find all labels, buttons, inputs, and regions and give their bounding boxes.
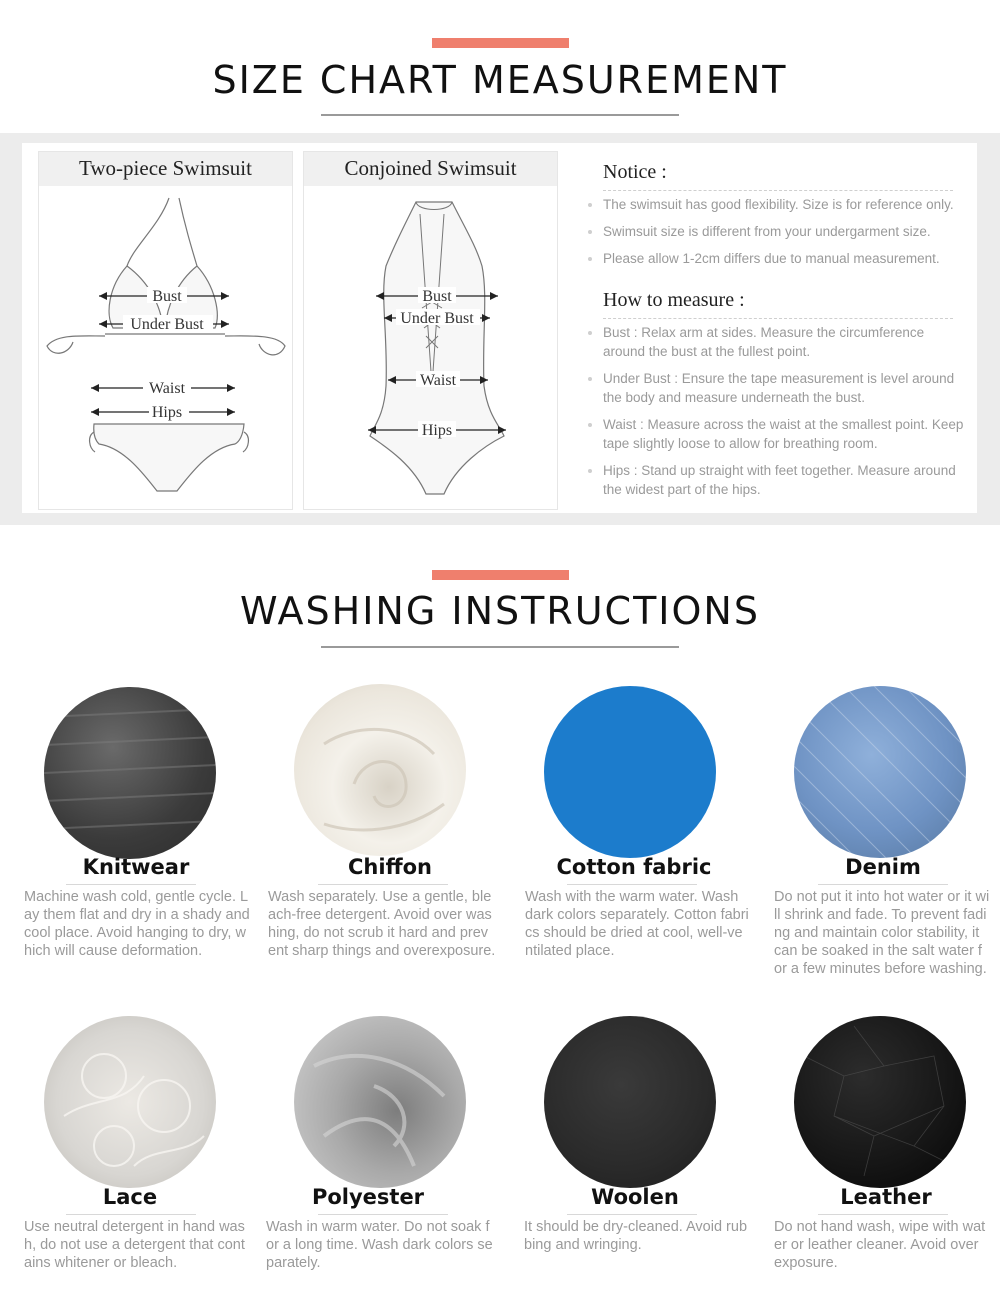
how-to-measure-title: How to measure : — [603, 289, 745, 311]
divider — [603, 190, 953, 191]
fabric-name-woolen: Woolen — [591, 1185, 679, 1209]
lace-pattern — [44, 1016, 216, 1188]
divider — [66, 1214, 196, 1215]
two-piece-illustration — [39, 186, 292, 506]
conjoined-diagram — [303, 151, 558, 510]
divider — [567, 1214, 697, 1215]
fabric-name-polyester: Polyester — [311, 1185, 425, 1209]
fabric-desc-cotton: Wash with the warm water. Wash dark colors separately. Cotton fabrics should be dried at cool, well-ventilated place. — [525, 889, 749, 959]
divider — [318, 884, 448, 885]
fabric-desc-polyester: Wash in warm water. Do not soak for a long time. Wash dark colors separately. — [266, 1219, 493, 1271]
woolen-swatch — [544, 1016, 716, 1188]
measure-item: Bust : Relax arm at sides. Measure the circumference around the bust at the fullest point. — [588, 323, 966, 361]
measure-item: Under Bust : Ensure the tape measurement is level around the body and measure underneath the bust. — [588, 369, 966, 407]
notice-item: Please allow 1-2cm differs due to manual measurement. — [588, 249, 966, 268]
conjoined-heading: Conjoined Swimsuit — [304, 152, 557, 186]
fabric-desc-denim: Do not put it into hot water or it will shrink and fade. To prevent fading and maintain color stability, it can be soaked in the salt water for a few minutes before washing. — [774, 889, 990, 977]
accent-bar — [432, 570, 569, 580]
notice-item: The swimsuit has good flexibility. Size is for reference only. — [588, 195, 966, 214]
waist-label: Waist — [148, 380, 186, 397]
two-piece-heading: Two-piece Swimsuit — [39, 152, 292, 186]
bust-label: Bust — [422, 288, 452, 305]
fabric-name-leather: Leather — [840, 1185, 932, 1209]
fabric-name-denim: Denim — [845, 855, 921, 879]
title-underline — [321, 114, 679, 116]
fabric-desc-woolen: It should be dry-cleaned. Avoid rubbing and wringing. — [524, 1219, 748, 1253]
fabric-name-cotton: Cotton fabric — [556, 855, 712, 879]
notice-item: Swimsuit size is different from your undergarment size. — [588, 222, 966, 241]
denim-texture — [794, 686, 966, 858]
conjoined-illustration — [304, 186, 557, 506]
washing-title: WASHING INSTRUCTIONS — [240, 589, 760, 633]
cotton-swatch — [544, 686, 716, 858]
under-bust-label: Under Bust — [400, 310, 474, 327]
leather-texture — [794, 1016, 966, 1188]
bust-label: Bust — [152, 288, 182, 305]
fabric-name-lace: Lace — [102, 1185, 158, 1209]
leather-swatch — [794, 1016, 966, 1188]
waist-label: Waist — [419, 372, 457, 389]
chiffon-swatch — [294, 684, 466, 856]
divider — [567, 884, 697, 885]
lace-swatch — [44, 1016, 216, 1188]
knitwear-swatch — [44, 687, 216, 859]
measure-item: Hips : Stand up straight with feet together. Measure around the widest part of the hips. — [588, 461, 966, 499]
divider — [318, 1214, 448, 1215]
polyester-folds — [294, 1016, 466, 1188]
divider — [818, 884, 948, 885]
divider — [603, 318, 953, 319]
fabric-desc-lace: Use neutral detergent in hand wash, do not use a detergent that contains whitener or bleach. — [24, 1219, 245, 1271]
under-bust-label: Under Bust — [130, 316, 204, 333]
fabric-desc-chiffon: Wash separately. Use a gentle, bleach-free detergent. Avoid over washing, do not scrub it hard and prevent sharp things and overexposure. — [268, 889, 496, 959]
measure-item: Waist : Measure across the waist at the smallest point. Keep tape slightly loose to allow for breathing room. — [588, 415, 966, 453]
chiffon-folds — [294, 684, 466, 856]
hips-label: Hips — [421, 422, 453, 439]
polyester-swatch — [294, 1016, 466, 1188]
hips-label: Hips — [151, 404, 183, 421]
accent-bar — [432, 38, 569, 48]
notice-title: Notice : — [603, 161, 667, 183]
title-underline — [321, 646, 679, 648]
knit-texture — [44, 687, 216, 859]
fabric-desc-knitwear: Machine wash cold, gentle cycle. Lay them flat and dry in a shady and cool place. Avoid hanging to dry, which will cause deformation. — [24, 889, 250, 959]
two-piece-diagram — [38, 151, 293, 510]
size-chart-title: SIZE CHART MEASUREMENT — [212, 58, 788, 102]
denim-swatch — [794, 686, 966, 858]
fabric-desc-leather: Do not hand wash, wipe with water or leather cleaner. Avoid over exposure. — [774, 1219, 986, 1271]
fabric-name-chiffon: Chiffon — [348, 855, 432, 879]
divider — [66, 884, 196, 885]
divider — [818, 1214, 948, 1215]
fabric-name-knitwear: Knitwear — [82, 855, 190, 879]
